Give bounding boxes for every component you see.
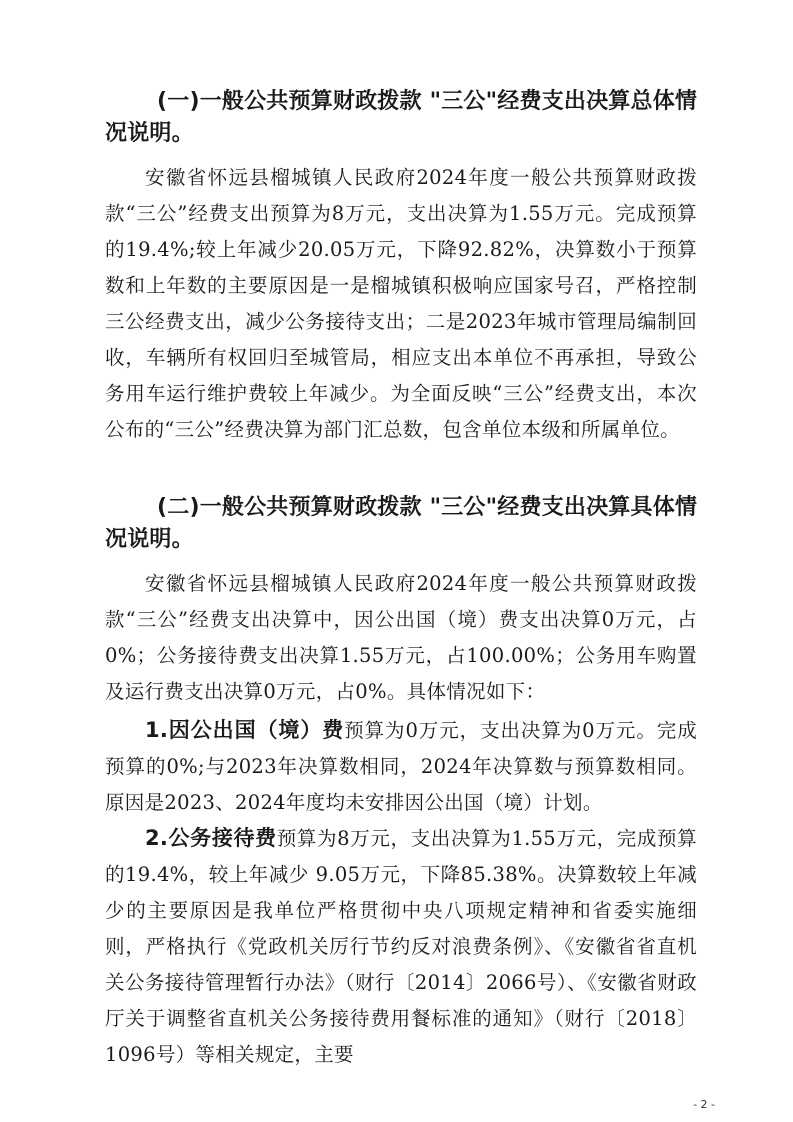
item1-lead: 1.因公出国（境）费 [145,718,345,742]
page-number: - 2 - [693,1098,715,1111]
item1-body: 预算为0万元，支出决算为0万元。完成预算的0%;与2023年决算数相同，2024年决算数与预算数相同。原因是2023、2024年度均未安排因公出国（境）计划。 [105,719,698,814]
item2-body: 预算为8万元，支出决算为1.55万元，完成预算的19.4%，较上年减少 9.05万元，下降85.38%。决算数较上年减少的主要原因是我单位严格贯彻中央八项规定精神和省委实施细则，严格执行《党政机关厉行节约反对浪费条例》、《安徽省省直机关公务接待管理暂行办法》（财行〔2014〕2066号）、《安徽省财政厅关于调整省直机关公务接待费用餐标准的通知》（财行〔2018〕1096号）等相关规定，主要 [105,827,697,1066]
section2-heading: (二)一般公共预算财政拨款 "三公"经费支出决算具体情况说明。 [105,495,698,552]
item2-lead: 2.公务接待费 [145,826,277,850]
section1-heading: (一)一般公共预算财政拨款 "三公"经费支出决算总体情况说明。 [105,89,698,146]
section1-paragraph: 安徽省怀远县榴城镇人民政府2024年度一般公共预算财政拨款“三公”经费支出预算为8万元，支出决算为1.55万元。完成预算的19.4%;较上年减少20.05万元，下降92.82%，决算数小于预算数和上年数的主要原因是一是榴城镇积极响应国家号召，严格控制三公经费支出，减少公务接待支出；二是2023年城市管理局编制回收，车辆所有权回归至城管局，相应支出本单位不再承担，导致公务用车运行维护费较上年减少。为全面反映“三公”经费支出，本次公布的“三公”经费决算为部门汇总数，包含单位本级和所属单位。 [105,166,697,441]
section2-paragraph: 安徽省怀远县榴城镇人民政府2024年度一般公共预算财政拨款“三公”经费支出决算中，因公出国（境）费支出决算0万元，占0%；公务接待费支出决算1.55万元，占100.00%；公务用车购置及运行费支出决算0万元，占0%。具体情况如下： [105,572,697,703]
item1-paragraph [105,712,697,821]
item2-paragraph [105,820,697,1073]
